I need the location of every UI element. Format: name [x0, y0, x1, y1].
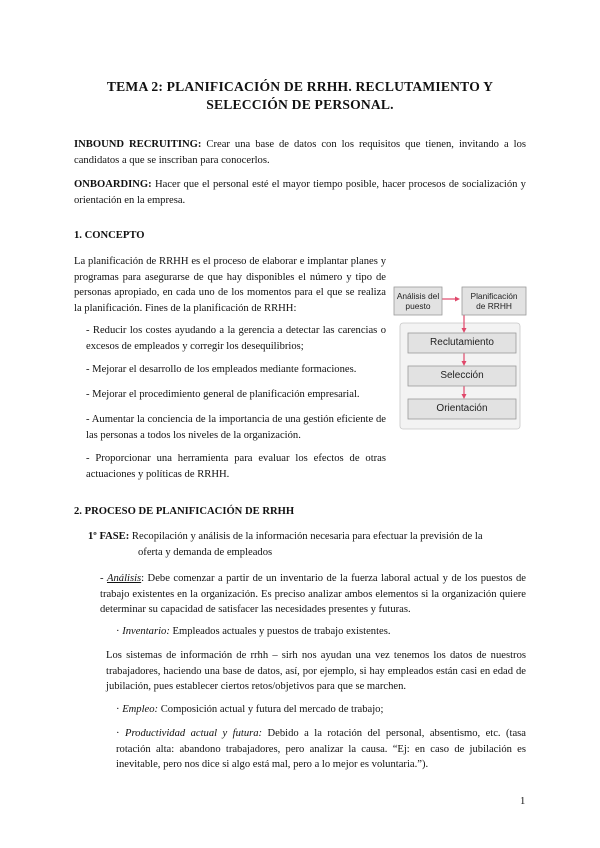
phase-text-1: Recopilación y análisis de la información necesaria para efectuar la previsión de la: [131, 531, 483, 542]
onboarding-label: ONBOARDING:: [74, 179, 152, 190]
analisis-label: Análisis: [107, 573, 142, 584]
title-line-2: SELECCIÓN DE PERSONAL.: [206, 97, 394, 112]
sirh-paragraph: Los sistemas de información de rrhh – sirh nos ayudan una vez tenemos los datos de nuestros trabajadores, haciendo una base de datos, así, por ejemplo, si hay empleados están casi en edad de jubilación, pues establecer ciertos retos/objetivos para que se marchen.: [106, 650, 526, 693]
inventario-text: Empleados actuales y puestos de trabajo existentes.: [169, 626, 391, 637]
empleo-text: Composición actual y futura del mercado de trabajo;: [158, 704, 384, 715]
box-analisis-line-2: puesto: [405, 301, 431, 311]
step-reclutamiento-label: Reclutamiento: [430, 337, 494, 348]
inbound-label: INBOUND RECRUITING:: [74, 139, 202, 150]
inventario-label: Inventario:: [122, 626, 170, 637]
analisis-prefix: -: [100, 573, 107, 584]
section-1-heading: 1. CONCEPTO: [74, 230, 145, 241]
bullet-item: - Proporcionar una herramienta para evaluar los efectos de otras actuaciones y políticas de RRHH.: [86, 453, 386, 480]
bullet-item: - Mejorar el desarrollo de los empleados mediante formaciones.: [86, 364, 357, 375]
box-planificacion-line-2: de RRHH: [476, 301, 512, 311]
productividad-text: Debido a la rotación del personal, absentismo, etc. (tasa rotación alta: abandono trabajadores, pero analizar la causa. “Ej: en caso de jubilación es inevitable, pero nos dice si algo está mal, pero a lo mejor es voluntaria.”).: [116, 728, 526, 771]
empleo-prefix: ·: [116, 704, 123, 715]
productividad-prefix: ·: [116, 728, 125, 739]
process-diagram: [392, 286, 528, 436]
phase-label: 1º FASE:: [88, 531, 130, 542]
phase-text-2: oferta y demanda de empleados: [138, 547, 273, 558]
inventario-item: [116, 624, 526, 640]
onboarding-paragraph: [74, 177, 526, 208]
empleo-label: Empleo:: [122, 704, 159, 715]
analisis-text: : Debe comenzar a partir de un inventario de la fuerza laboral actual y de los puestos de trabajo existentes en la organización. Es preciso analizar ambos elementos si la organización quiere determinar su capacidad de satisfacer las necesidades presentes y futuras.: [100, 573, 526, 616]
page-number: 1: [520, 796, 526, 807]
empleo-item: [116, 702, 526, 718]
productividad-item: [116, 726, 526, 773]
box-analisis-line-1: Análisis del: [396, 291, 440, 301]
onboarding-text: Hacer que el personal esté el mayor tiempo posible, hacer procesos de socialización y orientación en la empresa.: [74, 179, 526, 206]
arrow-horizontal-head: [455, 297, 460, 302]
step-seleccion-label: Selección: [440, 370, 484, 381]
inbound-recruiting-paragraph: [74, 137, 526, 168]
productividad-label: Productividad actual y futura:: [124, 728, 263, 739]
concept-paragraph: La planificación de RRHH es el proceso de elaborar e implantar planes y programas para asegurarse de que hay disponibles el número y tipo de personas apropiado, en cada uno de los momentos para el que se realiza la planificación. Fines de la planificación de RRHH:: [74, 256, 386, 314]
inventario-prefix: ·: [116, 626, 123, 637]
title-line-1: TEMA 2: PLANIFICACIÓN DE RRHH. RECLUTAMIENTO Y: [106, 79, 494, 94]
box-analisis-label: [394, 291, 442, 311]
section-2-heading: 2. PROCESO DE PLANIFICACIÓN DE RRHH: [74, 506, 295, 517]
step-orientacion-label: Orientación: [436, 403, 488, 414]
analisis-paragraph: [100, 571, 526, 618]
inbound-text: Crear una base de datos con los requisitos que tienen, invitando a los candidatos a que se inscriban para conocerlos.: [74, 139, 526, 166]
bullet-item: - Aumentar la conciencia de la importancia de una gestión eficiente de las personas a todos los niveles de la organización.: [86, 414, 386, 441]
phase-1-line-1: [88, 529, 528, 545]
page-title: [60, 78, 540, 114]
bullet-item: - Mejorar el procedimiento general de planificación empresarial.: [86, 389, 360, 400]
box-planificacion-line-1: Planificación: [470, 291, 518, 301]
box-planificacion-label: [462, 291, 526, 311]
bullet-item: - Reducir los costes ayudando a la gerencia a detectar las carencias o excesos de empleados y corregir los desequilibrios;: [86, 325, 386, 352]
